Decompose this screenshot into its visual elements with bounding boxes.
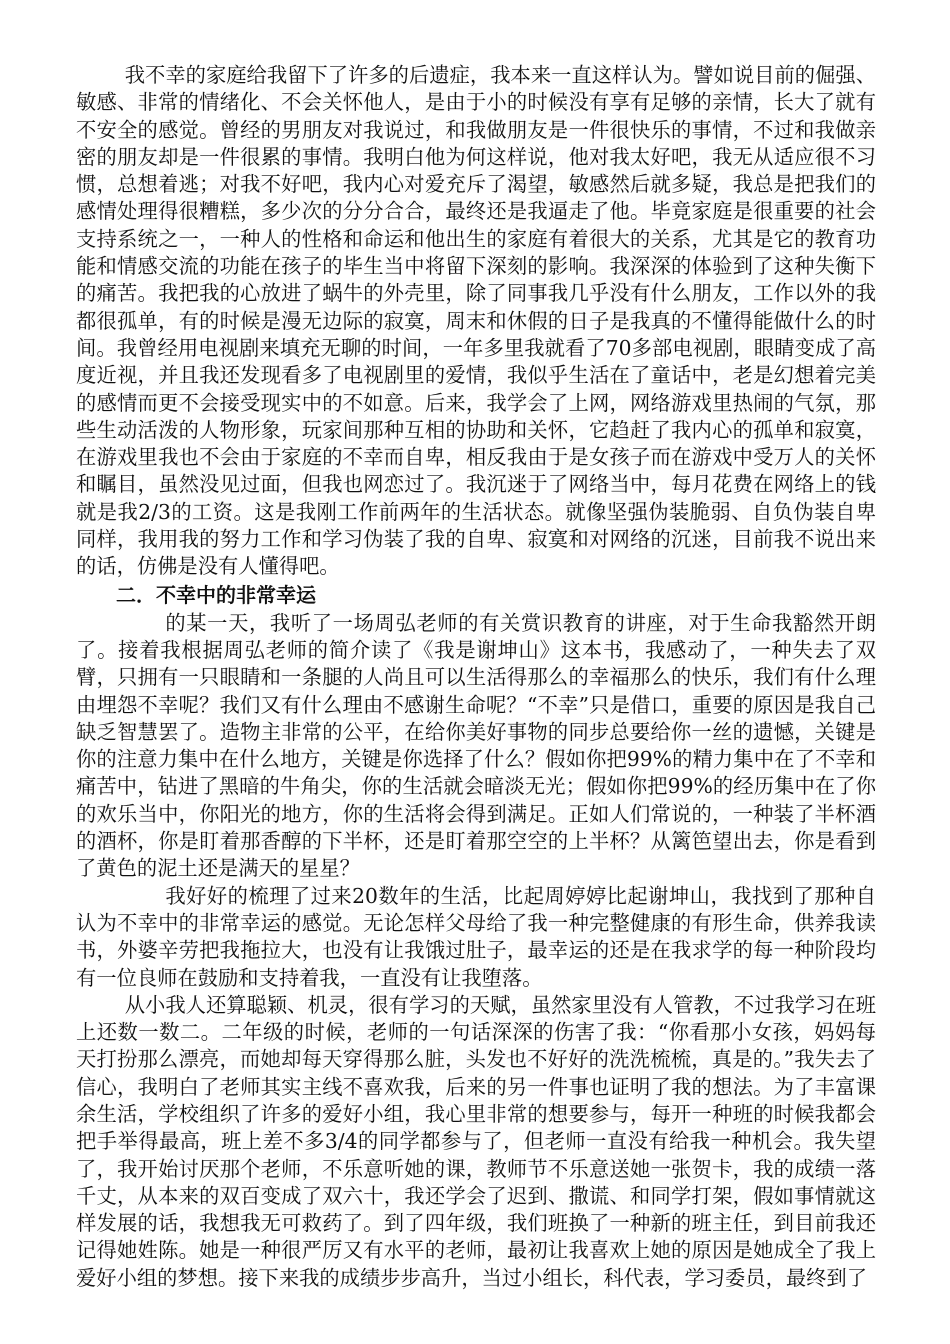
document-page xyxy=(76,62,876,1292)
paragraph-lecture: 的某一天，我听了一场周弘老师的有关赏识教育的讲座，对于生命我豁然开朗了。接着我根据周弘老师的简介读了《我是谢坤山》这本书，我感动了，一种失去了双臂，只拥有一只眼睛和一条腿的人尚且可以生活得那么的幸福那么的快乐，我们有什么理由埋怨不幸呢？我们又有什么理由不感谢生命呢？“不幸”只是借口，重要的原因是我自己缺乏智慧罢了。造物主非常的公平，在给你美好事物的同步总要给你一丝的遗憾，关键是你的注意力集中在什么地方，关键是你选择了什么？假如你把99%的精力集中在了不幸和痛苦中，钻进了黑暗的牛角尖，你的生活就会暗淡无光；假如你把99%的经历集中在了你的欢乐当中，你阳光的地方，你的生活将会得到满足。正如人们常说的，一种装了半杯酒的酒杯，你是盯着那香醇的下半杯，还是盯着那空空的上半杯？从篱笆望出去，你是看到了黄色的泥土还是满天的星星？ xyxy=(76,610,876,881)
paragraph-reflection: 我好好的梳理了过来20数年的生活，比起周婷婷比起谢坤山，我找到了那种自认为不幸中的非常幸运的感觉。无论怎样父母给了我一种完整健康的有形生命，供养我读书，外婆辛劳把我拖拉大，也没有让我饿过肚子，最幸运的还是在我求学的每一种阶段均有一位良师在鼓励和支持着我，一直没有让我堕落。 xyxy=(76,883,876,990)
section-heading: 二．不幸中的非常幸运 xyxy=(116,582,316,607)
paragraph-family-aftereffects: 我不幸的家庭给我留下了许多的后遗症，我本来一直这样认为。譬如说目前的倔强、敏感、非常的情绪化、不会关怀他人，是由于小的时候没有享有足够的亲情，长大了就有不安全的感觉。曾经的男朋友对我说过，和我做朋友是一件很快乐的事情，不过和我做亲密的朋友却是一件很累的事情。我明白他为何这样说，他对我太好吧，我无从适应很不习惯，总想着逃；对我不好吧，我内心对爱充斥了渴望，敏感然后就多疑，我总是把我们的感情处理得很糟糕，多少次的分分合合，最终还是我逼走了他。毕竟家庭是很重要的社会支持系统之一，一种人的性格和命运和他出生的家庭有着很大的关系，尤其是它的教育功能和情感交流的功能在孩子的毕生当中将留下深刻的影响。我深深的体验到了这种失衡下的痛苦。我把我的心放进了蜗牛的外壳里，除了同事我几乎没有什么朋友，工作以外的我都很孤单，有的时候是漫无边际的寂寞，周末和休假的日子是我真的不懂得能做什么的时间。我曾经用电视剧来填充无聊的时间，一年多里我就看了70多部电视剧，眼睛变成了高度近视，并且我还发现看多了电视剧里的爱情，我似乎生活在了童话中，老是幻想着完美的感情而更不会接受现实中的不如意。后来，我学会了上网，网络游戏里热闹的气氛，那些生动活泼的人物形象，玩家间那种互相的协助和关怀，它趋赶了我内心的孤单和寂寞，在游戏里我也不会由于家庭的不幸而自卑，相反我由于是女孩子而在游戏中受万人的关怀和瞩目，虽然没见过面，但我也网恋过了。我沉迷于了网络当中，每月花费在网络上的钱就是我2/3的工资。这是我刚工作前两年的生活状态。就像坚强伪装脆弱、自负伪装自卑同样，我用我的努力工作和学习伪装了我的自卑、寂寞和对网络的沉迷，目前我不说出来的话，仿佛是没有人懂得吧。 xyxy=(76,63,876,579)
paragraph-childhood: 从小我人还算聪颖、机灵，很有学习的天赋，虽然家里没有人管教，不过我学习在班上还数一数二。二年级的时候，老师的一句话深深的伤害了我：“你看那小女孩，妈妈每天打扮那么漂亮，而她却每天穿得那么脏，头发也不好好的洗洗梳梳，真是的。”我失去了信心，我明白了老师其实主线不喜欢我，后来的另一件事也证明了我的想法。为了丰富课余生活，学校组织了许多的爱好小组，我心里非常的想要参与，每开一种班的时候我都会把手举得最高，班上差不多3/4的同学都参与了，但老师一直没有给我一种机会。我失望了，我开始讨厌那个老师，不乐意听她的课，教师节不乐意送她一张贺卡，我的成绩一落千丈，从本来的双百变成了双六十，我还学会了迟到、撒谎、和同学打架，假如事情就这样发展的话，我想我无可救药了。到了四年级，我们班换了一种新的班主任，到目前我还记得她姓陈。她是一种很严厉又有水平的老师，最初让我喜欢上她的原因是她成全了我上爱好小组的梦想。接下来我的成绩步步高升，当过小组长，科代表，学习委员，最终到了 xyxy=(76,992,876,1290)
